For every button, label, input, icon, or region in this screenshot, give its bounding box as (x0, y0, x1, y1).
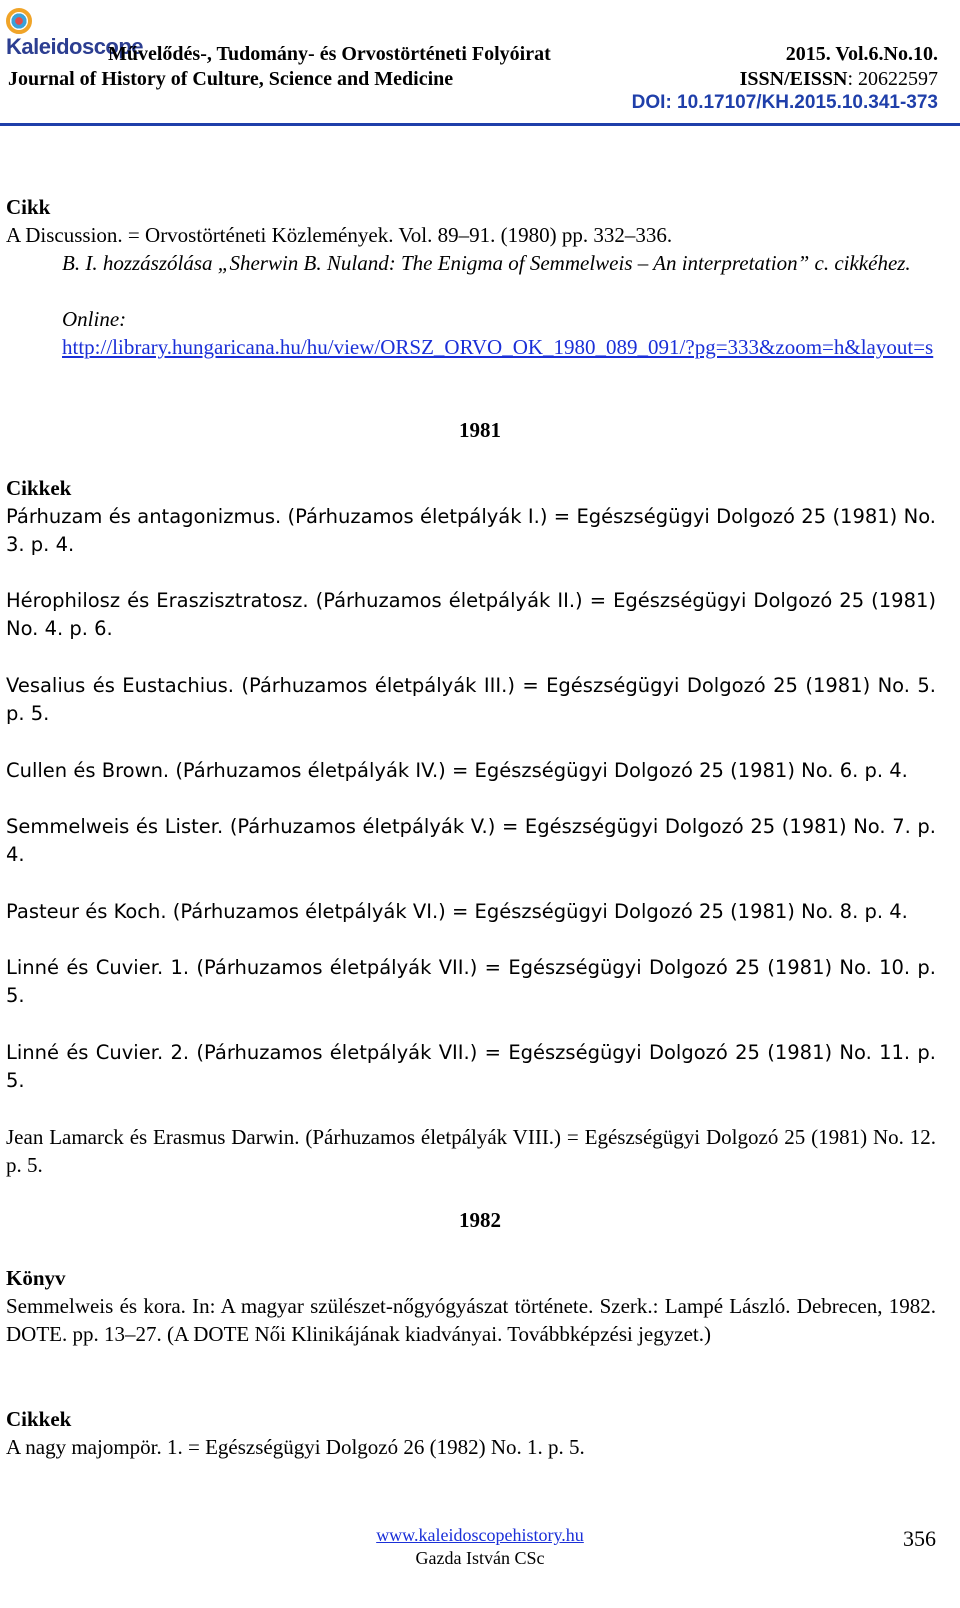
section-heading-cikkek-1982: Cikkek (6, 1407, 72, 1431)
list-item: Hérophilosz és Eraszisztratosz. (Párhuzamos életpályák II.) = Egészségügyi Dolgozó 25 (1981) No. 4. p. 6. (6, 589, 936, 640)
list-item: Linné és Cuvier. 1. (Párhuzamos életpályák VII.) = Egészségügyi Dolgozó 25 (1981) No. 10. p. 5. (6, 956, 936, 1007)
list-item: Semmelweis és Lister. (Párhuzamos életpályák V.) = Egészségügyi Dolgozó 25 (1981) No. 7. p. 4. (6, 815, 936, 866)
logo-ring-icon (6, 8, 32, 34)
journal-title-en: Journal of History of Culture, Science and Medicine (8, 68, 454, 90)
list-item: Linné és Cuvier. 2. (Párhuzamos életpályák VII.) = Egészségügyi Dolgozó 25 (1981) No. 11. p. 5. (6, 1041, 936, 1092)
logo-text: Kaleidoscope (6, 34, 144, 59)
issn-value: : 20622597 (847, 68, 938, 90)
book-entry: Semmelweis és kora. In: A magyar szülészet-nőgyógyászat története. Szerk.: Lampé László. Debrecen, 1982. DOTE. pp. 13–27. (A DOTE Női Klinikájának kiadványai. Továbbképzési jegyzet.) (6, 1294, 936, 1346)
issn-info (740, 67, 938, 91)
footer-author: Gazda István CSc (415, 1548, 545, 1568)
list-item: Pasteur és Koch. (Párhuzamos életpályák VI.) = Egészségügyi Dolgozó 25 (1981) No. 8. p. 4. (6, 900, 908, 923)
website-link[interactable]: www.kaleidoscopehistory.hu (376, 1525, 584, 1545)
header-divider (0, 123, 960, 126)
entry-1980-citation: A Discussion. = Orvostörténeti Közlemények. Vol. 89–91. (1980) pp. 332–336. (6, 223, 673, 247)
online-url-link[interactable]: http://library.hungaricana.hu/hu/view/ORSZ_ORVO_OK_1980_089_091/?pg=333&zoom=h&layout=s (62, 335, 934, 359)
list-item: Cullen és Brown. (Párhuzamos életpályák IV.) = Egészségügyi Dolgozó 25 (1981) No. 6. p. 4. (6, 759, 908, 782)
year-heading-1981: 1981 (459, 418, 501, 442)
year-heading-1982: 1982 (459, 1208, 501, 1232)
entry-1980-note: B. I. hozzászólása „Sherwin B. Nuland: The Enigma of Semmelweis – An interpretation” c. cikkéhez. (62, 251, 911, 275)
issn-label: ISSN/EISSN (739, 68, 848, 90)
list-item: Párhuzam és antagonizmus. (Párhuzamos életpályák I.) = Egészségügyi Dolgozó 25 (1981) No. 3. p. 4. (6, 505, 936, 556)
section-heading-cikkek-1981: Cikkek (6, 476, 72, 500)
journal-title-hu: Művelődés-, Tudomány- és Orvostörténeti Folyóirat (108, 43, 551, 65)
section-heading-konyv: Könyv (6, 1266, 66, 1290)
doi-link[interactable]: DOI: 10.17107/KH.2015.10.341-373 (631, 92, 938, 113)
footer-website[interactable] (0, 1524, 960, 1546)
list-item: Vesalius és Eustachius. (Párhuzamos életpályák III.) = Egészségügyi Dolgozó 25 (1981) No. 5. p. 5. (6, 674, 936, 725)
list-item: A nagy majompör. 1. = Egészségügyi Dolgozó 26 (1982) No. 1. p. 5. (6, 1435, 585, 1459)
list-item: Jean Lamarck és Erasmus Darwin. (Párhuzamos életpályák VIII.) = Egészségügyi Dolgozó 25 (1981) No. 12. p. 5. (6, 1125, 936, 1177)
volume-info: 2015. Vol.6.No.10. (785, 43, 938, 65)
online-label: Online: (62, 307, 127, 331)
section-heading-cikk: Cikk (6, 195, 51, 219)
page-number: 356 (903, 1526, 936, 1551)
